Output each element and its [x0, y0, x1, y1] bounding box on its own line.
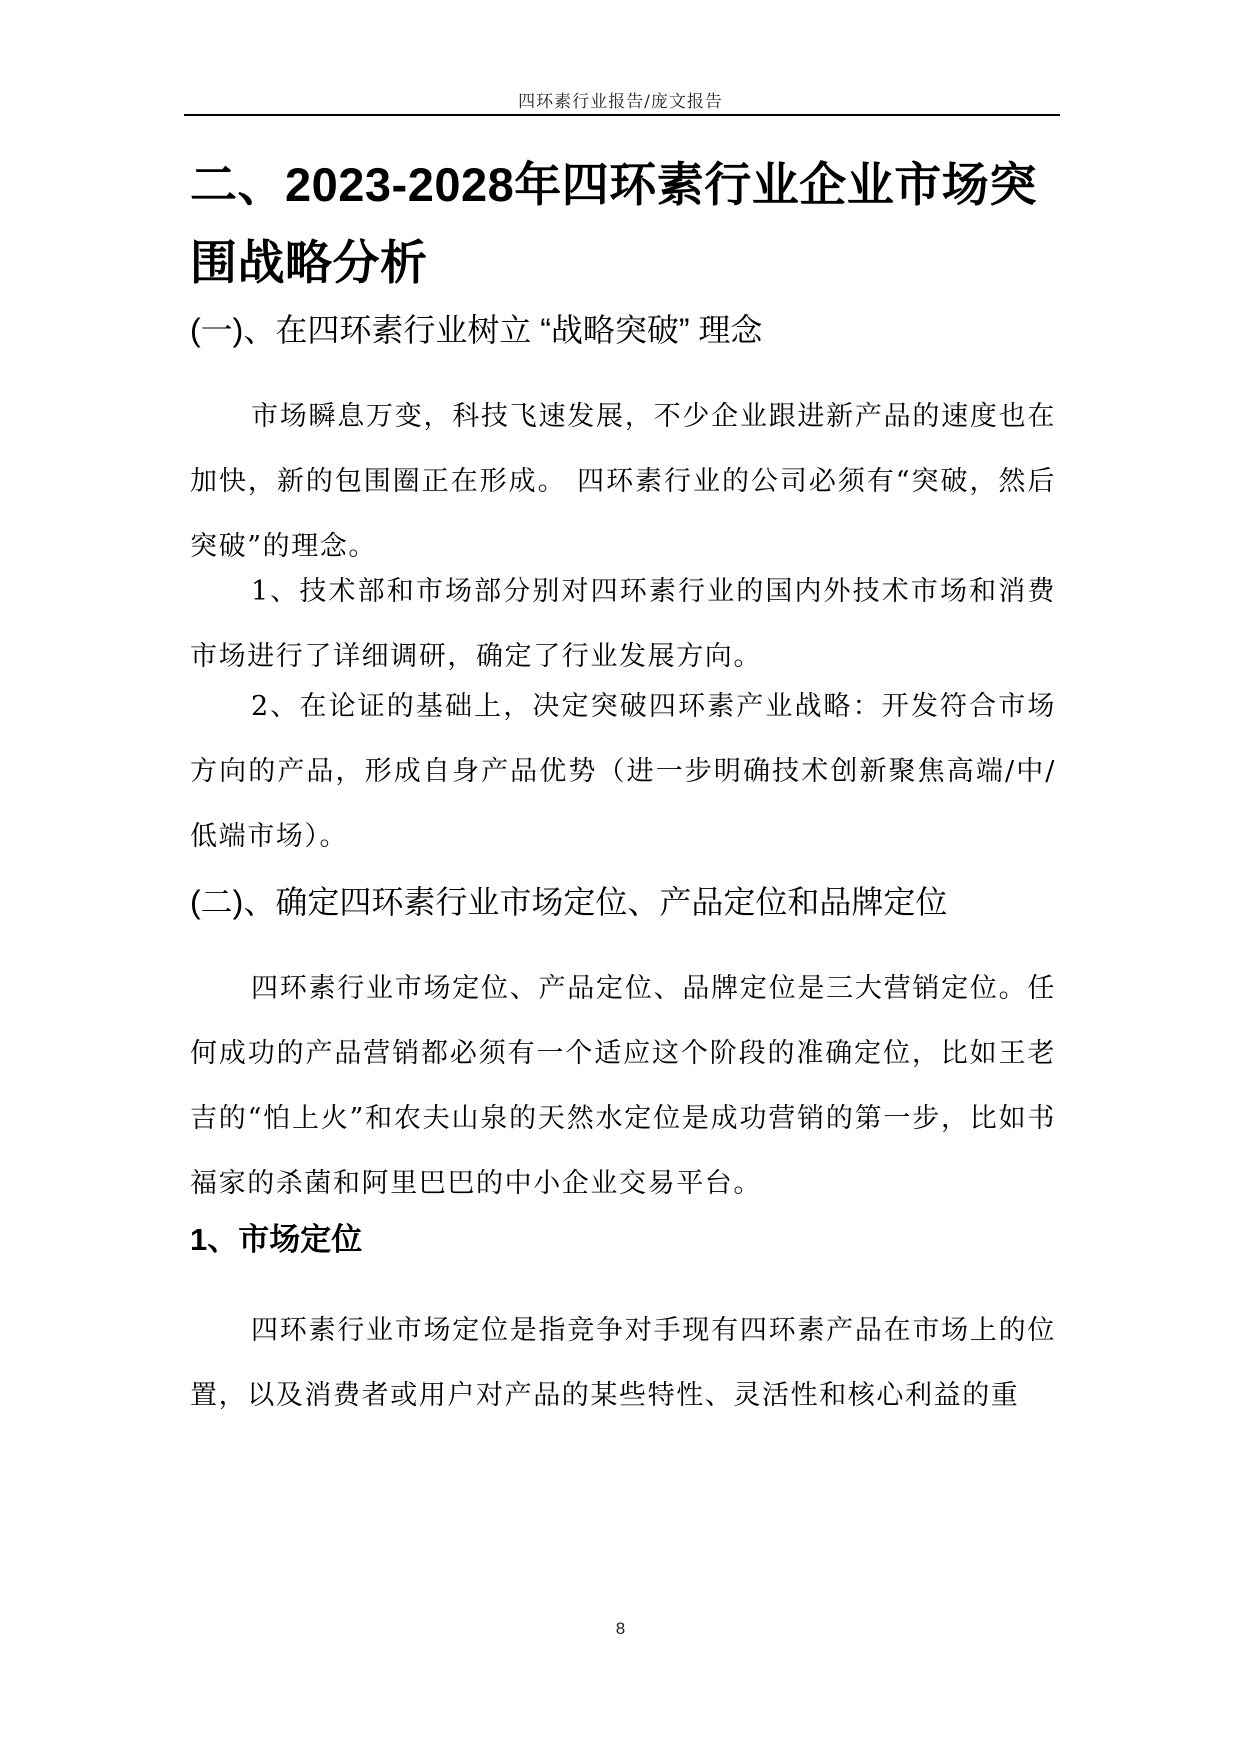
- page-number: 8: [615, 1619, 626, 1638]
- paragraph: 1、技术部和市场部分别对四环素行业的国内外技术市场和消费市场进行了详细调研，确定了行业发展方向。: [190, 576, 1056, 672]
- paragraph: 市场瞬息万变，科技飞速发展，不少企业跟进新产品的速度也在加快，新的包围圈正在形成。 四环素行业的公司必须有“突破，然后突破”的理念。: [190, 401, 1056, 562]
- paragraph: 四环素行业市场定位、产品定位、品牌定位是三大营销定位。任何成功的产品营销都必须有一个适应这个阶段的准确定位，比如王老吉的“怕上火”和农夫山泉的天然水定位是成功营销的第一步，比如书福家的杀菌和阿里巴巴的中小企业交易平台。: [190, 973, 1056, 1199]
- header-divider: [184, 114, 1060, 116]
- paragraph: 2、在论证的基础上，决定突破四环素产业战略：开发符合市场方向的产品，形成自身产品优势（进一步明确技术创新聚焦高端/中/低端市场）。: [190, 691, 1056, 852]
- subsection-heading: 1、市场定位: [190, 1222, 363, 1257]
- paragraph: 四环素行业市场定位是指竞争对手现有四环素产品在市场上的位置，以及消费者或用户对产品的某些特性、灵活性和核心利益的重: [190, 1315, 1056, 1411]
- chapter-title: 二、2023-2028年四环素行业企业市场突围战略分析: [190, 158, 1037, 289]
- running-header: 四环素行业报告/庞文报告: [518, 92, 723, 112]
- section-heading-2: (二)、确定四环素行业市场定位、产品定位和品牌定位: [190, 884, 948, 920]
- section-heading-1: (一)、在四环素行业树立 “战略突破” 理念: [190, 312, 763, 348]
